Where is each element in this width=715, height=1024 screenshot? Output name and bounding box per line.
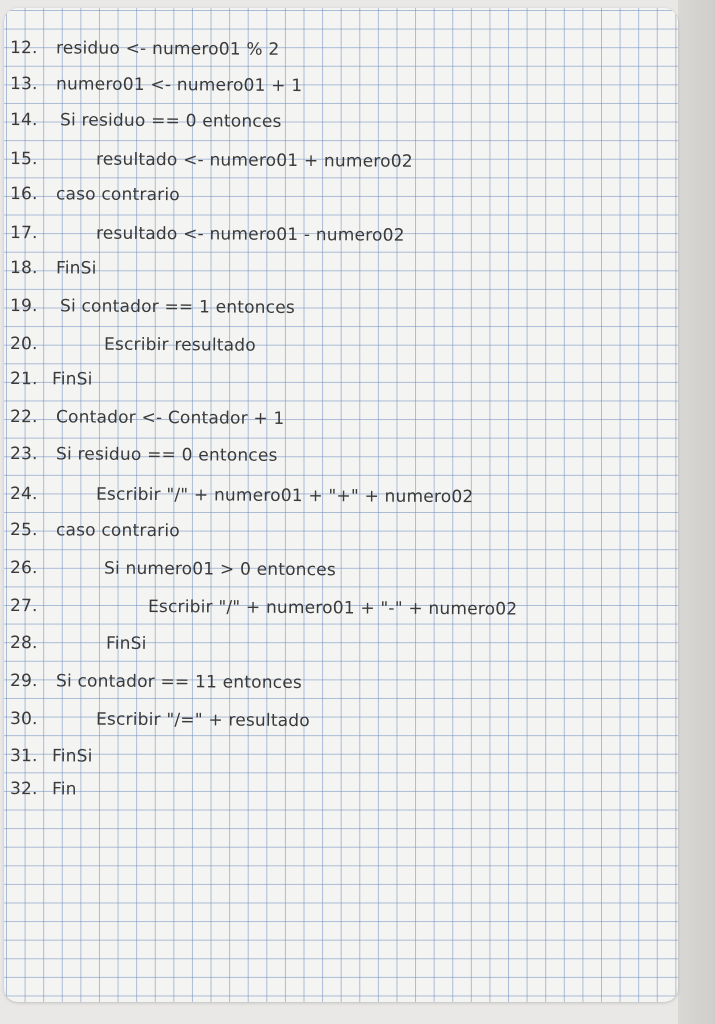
line-number: 19. [9, 296, 38, 317]
pseudocode-line [10, 330, 256, 360]
pseudocode-line [10, 440, 278, 470]
line-number: 20. [9, 334, 38, 355]
pseudocode-line [10, 667, 302, 697]
pseudocode-line [10, 554, 336, 584]
line-text: FinSi [105, 633, 147, 654]
line-text: Si contador == 1 entonces [59, 296, 296, 318]
line-number: 30. [9, 709, 38, 730]
pseudocode-line [10, 70, 302, 100]
pseudocode-line [10, 592, 517, 624]
graph-paper-sheet [4, 8, 678, 1002]
pseudocode-line [10, 292, 295, 322]
line-text: numero01 <- numero01 + 1 [55, 74, 303, 97]
line-number: 26. [9, 558, 38, 579]
pseudocode-line [10, 34, 280, 64]
pseudocode-line [10, 180, 180, 209]
pseudocode-line [10, 106, 282, 136]
pseudocode-line [10, 480, 474, 511]
pseudocode-line [10, 705, 310, 735]
line-text: Si residuo == 0 entonces [55, 444, 278, 466]
pseudocode-line [10, 629, 147, 658]
line-text: Escribir "/" + numero01 + "+" + numero02 [95, 484, 474, 508]
line-number: 32. [9, 779, 38, 800]
line-number: 25. [9, 520, 38, 541]
pseudocode-line [10, 742, 93, 771]
pseudocode-line [10, 516, 180, 545]
line-number: 28. [9, 633, 38, 654]
line-number: 23. [9, 444, 38, 465]
line-text: Escribir "/=" + resultado [95, 709, 310, 732]
pseudocode-line [10, 145, 413, 176]
line-number: 22. [9, 407, 38, 428]
line-text: caso contrario [55, 184, 181, 206]
line-text: FinSi [51, 746, 93, 767]
line-number: 18. [9, 258, 38, 279]
line-number: 17. [9, 223, 38, 244]
line-number: 12. [9, 38, 38, 59]
pseudocode-line [10, 365, 93, 394]
pseudocode-line [10, 254, 97, 283]
pseudocode-line [10, 219, 405, 250]
pseudocode-line [10, 775, 77, 803]
line-number: 16. [9, 184, 38, 205]
line-text: Si numero01 > 0 entonces [103, 558, 337, 581]
line-text: Escribir resultado [103, 334, 256, 356]
line-text: Contador <- Contador + 1 [55, 407, 285, 429]
line-number: 21. [9, 369, 38, 390]
line-text: FinSi [55, 258, 97, 279]
line-text: resultado <- numero01 + numero02 [95, 149, 413, 172]
line-text: Si residuo == 0 entonces [59, 110, 282, 132]
line-number: 27. [9, 596, 38, 617]
line-number: 15. [9, 149, 38, 170]
line-text: Si contador == 11 entonces [55, 671, 303, 694]
line-number: 13. [9, 74, 38, 95]
line-number: 24. [9, 484, 38, 505]
line-number: 14. [9, 110, 38, 131]
line-text: caso contrario [55, 520, 181, 542]
line-text: residuo <- numero01 % 2 [55, 38, 280, 60]
line-text: FinSi [51, 369, 93, 390]
line-number: 29. [9, 671, 38, 692]
line-text: Escribir "/" + numero01 + "-" + numero02 [147, 596, 518, 620]
pseudocode-line [10, 403, 285, 433]
line-number: 31. [9, 746, 38, 767]
line-text: Fin [51, 779, 77, 800]
line-text: resultado <- numero01 - numero02 [95, 223, 405, 246]
background-shadow [678, 0, 715, 1024]
